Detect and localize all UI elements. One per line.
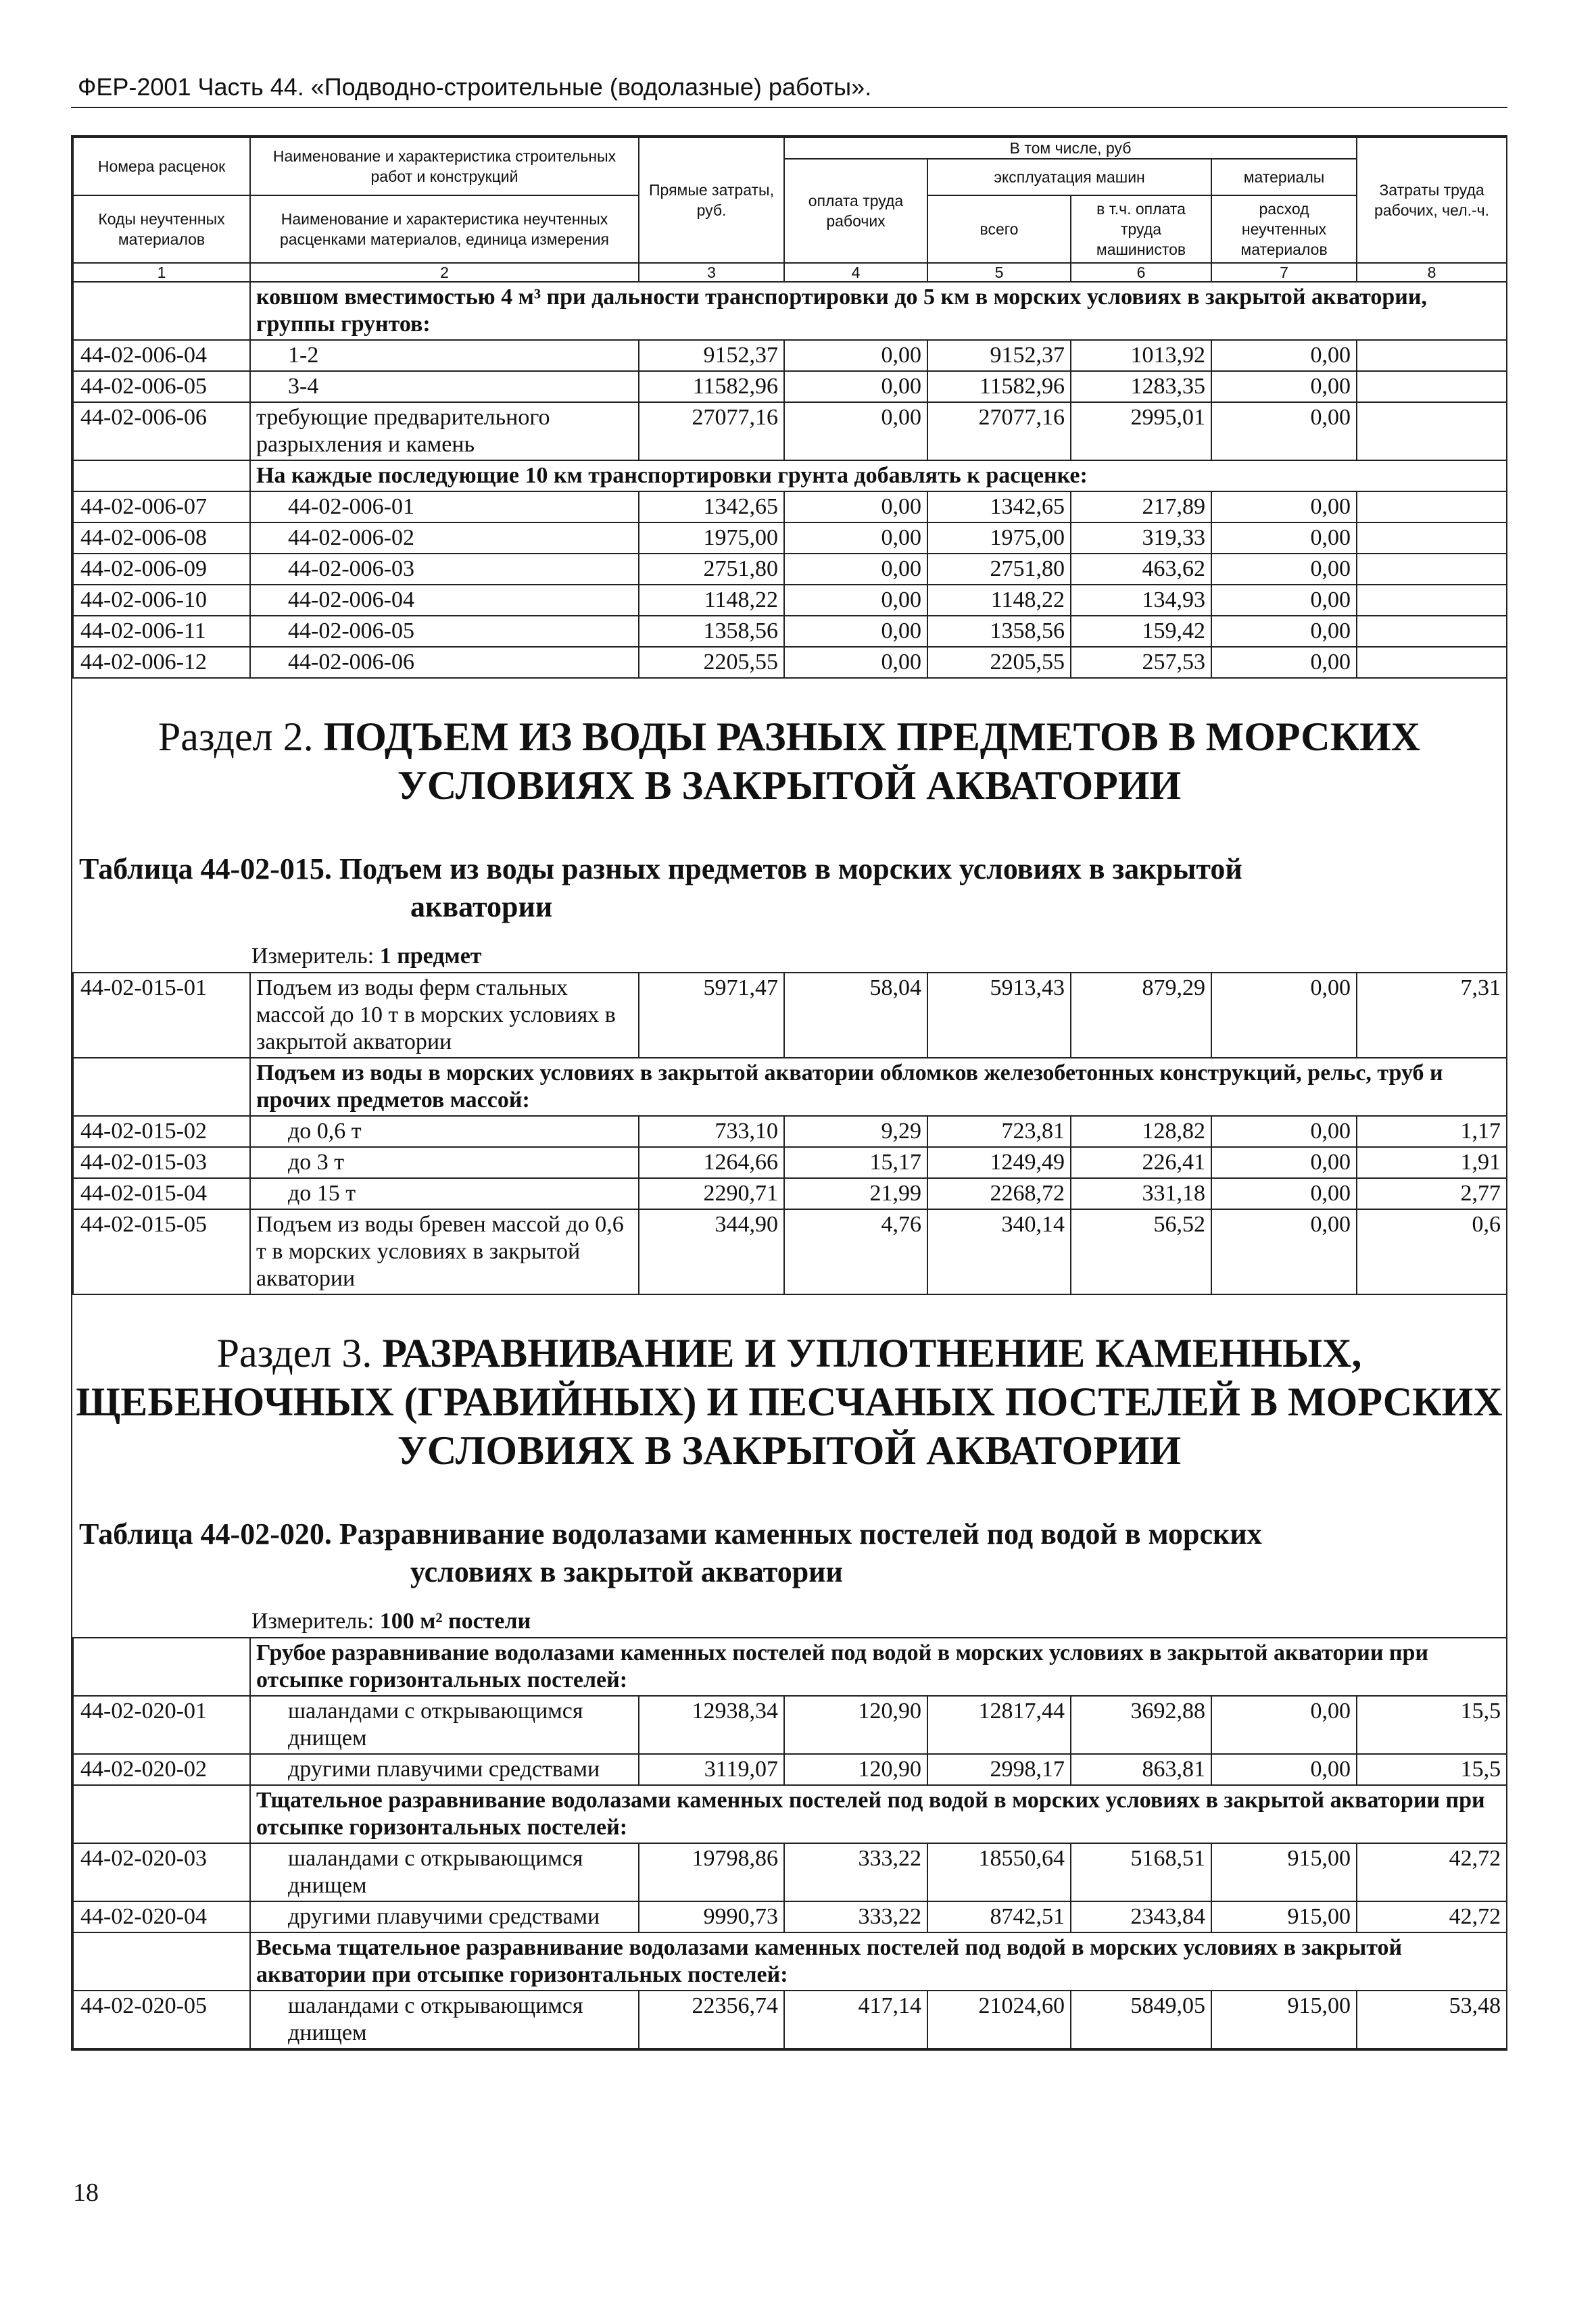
table-row <box>73 1754 1507 1785</box>
table-cell: 44-02-006-04 <box>250 585 639 616</box>
table-cell: 0,00 <box>784 554 927 585</box>
group-heading: Грубое разравнивание водолазами каменных постелей под водой в морских условиях в закрытой акватории при отсыпке горизонтальных постелей: <box>250 1638 1507 1696</box>
machines-header: эксплуатация машин <box>927 159 1211 195</box>
table-cell: 44-02-015-01 <box>73 973 250 1058</box>
table-row <box>73 491 1507 522</box>
table-cell: 11582,96 <box>639 371 784 402</box>
table-cell: 44-02-006-06 <box>73 402 250 460</box>
col7-header: расход неучтенных материалов <box>1211 195 1357 263</box>
page-header: ФЕР-2001 Часть 44. «Подводно-строительные (водолазные) работы». <box>78 73 872 101</box>
table-cell: 1013,92 <box>1071 340 1211 371</box>
table-cell: 0,00 <box>1211 1147 1357 1178</box>
table-cell: 879,29 <box>1071 973 1211 1058</box>
col2-sub-header: Наименование и характеристика неучтенных расценками материалов, единица измерения <box>250 195 639 263</box>
table-cell: 333,22 <box>784 1901 927 1932</box>
col-number: 4 <box>784 263 927 282</box>
table-cell: 217,89 <box>1071 491 1211 522</box>
group-heading: Тщательное разравнивание водолазами каменных постелей под водой в морских условиях в закрытой акватории при отсыпке горизонтальных постелей: <box>250 1785 1507 1843</box>
table-cell: 44-02-006-10 <box>73 585 250 616</box>
table-cell: 331,18 <box>1071 1178 1211 1209</box>
table-cell: 15,17 <box>784 1147 927 1178</box>
table-cell <box>1357 522 1507 554</box>
table-cell <box>1357 371 1507 402</box>
table-cell: 9152,37 <box>927 340 1071 371</box>
table-cell: 2205,55 <box>927 647 1071 678</box>
section2-body <box>73 973 1507 1294</box>
table-cell: 44-02-020-01 <box>73 1696 250 1754</box>
column-numbers <box>73 263 1507 282</box>
table-cell: 44-02-006-08 <box>73 522 250 554</box>
table-cell: Подъем из воды бревен массой до 0,6 т в морских условиях в закрытой акватории <box>250 1209 639 1294</box>
table-cell: 15,5 <box>1357 1696 1507 1754</box>
table-cell: 15,5 <box>1357 1754 1507 1785</box>
table-cell: 0,00 <box>784 616 927 647</box>
table-row <box>73 1696 1507 1754</box>
col8-header: Затраты труда рабочих, чел.-ч. <box>1357 137 1507 263</box>
table-cell: 2268,72 <box>927 1178 1071 1209</box>
group-row <box>73 282 1507 340</box>
table-cell: 53,48 <box>1357 1991 1507 2049</box>
table-cell <box>1357 402 1507 460</box>
col-number: 2 <box>250 263 639 282</box>
table-cell: 863,81 <box>1071 1754 1211 1785</box>
table-cell: 44-02-006-01 <box>250 491 639 522</box>
col3-header: Прямые затраты, руб. <box>639 137 784 263</box>
table-cell: 0,00 <box>1211 402 1357 460</box>
col-number: 1 <box>73 263 250 282</box>
table-cell: 5913,43 <box>927 973 1071 1058</box>
table-cell: 44-02-015-02 <box>73 1116 250 1147</box>
col1-sub-header: Коды неучтенных материалов <box>73 195 250 263</box>
table-cell: 1-2 <box>250 340 639 371</box>
section-title: ПОДЪЕМ ИЗ ВОДЫ РАЗНЫХ ПРЕДМЕТОВ В МОРСКИХ УСЛОВИЯХ В ЗАКРЫТОЙ АКВАТОРИИ <box>323 714 1421 808</box>
table-cell: 5849,05 <box>1071 1991 1211 2049</box>
table-cell: 2205,55 <box>639 647 784 678</box>
table-cell: 1,17 <box>1357 1116 1507 1147</box>
table-row <box>73 554 1507 585</box>
table-cell: 0,00 <box>1211 1209 1357 1294</box>
table-cell: 0,00 <box>1211 1116 1357 1147</box>
col5-header: всего <box>927 195 1071 263</box>
table-cell: другими плавучими средствами <box>250 1901 639 1932</box>
table-cell: 340,14 <box>927 1209 1071 1294</box>
table-cell: 11582,96 <box>927 371 1071 402</box>
table-row <box>73 1991 1507 2049</box>
table-cell: 44-02-015-04 <box>73 1178 250 1209</box>
table-cell: 1358,56 <box>927 616 1071 647</box>
table-title: Таблица 44-02-015. Подъем из воды разных предметов в морских условиях в закрытой акватории <box>79 852 1242 923</box>
table-cell: шаландами с открывающимся днищем <box>250 1696 639 1754</box>
table-cell: 1148,22 <box>927 585 1071 616</box>
col-number: 8 <box>1357 263 1507 282</box>
table-cell: 0,00 <box>1211 491 1357 522</box>
table-row <box>73 1901 1507 1932</box>
table-cell: 44-02-006-09 <box>73 554 250 585</box>
table-cell: 1264,66 <box>639 1147 784 1178</box>
table-cell: 44-02-020-05 <box>73 1991 250 2049</box>
table-cell: 128,82 <box>1071 1116 1211 1147</box>
table-cell: 0,00 <box>784 491 927 522</box>
section3-heading <box>72 1295 1506 1502</box>
table-cell: 44-02-006-05 <box>250 616 639 647</box>
table-cell: 44-02-020-04 <box>73 1901 250 1932</box>
rates-frame <box>71 135 1507 2051</box>
table-cell: 12938,34 <box>639 1696 784 1754</box>
table-row <box>73 1116 1507 1147</box>
table-cell: 0,00 <box>1211 371 1357 402</box>
table-cell: шаландами с открывающимся днищем <box>250 1991 639 2049</box>
col-number: 3 <box>639 263 784 282</box>
table-cell: до 0,6 т <box>250 1116 639 1147</box>
empty-cell <box>73 460 250 491</box>
section-title: РАЗРАВНИВАНИЕ И УПЛОТНЕНИЕ КАМЕННЫХ, ЩЕБЕНОЧНЫХ (ГРАВИЙНЫХ) И ПЕСЧАНЫХ ПОСТЕЛЕЙ В МОРСКИХ УСЛОВИЯХ В ЗАКРЫТОЙ АКВАТОРИИ <box>76 1331 1503 1473</box>
table-cell: 226,41 <box>1071 1147 1211 1178</box>
table-cell: 4,76 <box>784 1209 927 1294</box>
table-cell: 0,00 <box>1211 340 1357 371</box>
table-cell: 1358,56 <box>639 616 784 647</box>
section3-table <box>72 1637 1507 2049</box>
group-heading: На каждые последующие 10 км транспортировки грунта добавлять к расценке: <box>250 460 1507 491</box>
table-cell: 44-02-006-02 <box>250 522 639 554</box>
table-cell: 319,33 <box>1071 522 1211 554</box>
table-cell: 344,90 <box>639 1209 784 1294</box>
table-cell: 2998,17 <box>927 1754 1071 1785</box>
table-row <box>73 1209 1507 1294</box>
table-cell: 2,77 <box>1357 1178 1507 1209</box>
measure-unit: Измеритель: 1 предмет <box>251 944 482 969</box>
table-cell: Подъем из воды ферм стальных массой до 10 т в морских условиях в закрытой акватории <box>250 973 639 1058</box>
table-row <box>73 522 1507 554</box>
section3-body <box>73 1638 1507 2049</box>
col6-header: в т.ч. оплата труда машинистов <box>1071 195 1211 263</box>
materials-header: материалы <box>1211 159 1357 195</box>
table-cell: 0,00 <box>784 340 927 371</box>
table-cell: 257,53 <box>1071 647 1211 678</box>
table-cell: 0,00 <box>1211 616 1357 647</box>
table-cell: 56,52 <box>1071 1209 1211 1294</box>
table-cell: 12817,44 <box>927 1696 1071 1754</box>
table-cell: 8742,51 <box>927 1901 1071 1932</box>
table-cell: 0,00 <box>1211 1178 1357 1209</box>
table-cell: 27077,16 <box>639 402 784 460</box>
table-cell: 9152,37 <box>639 340 784 371</box>
table-cell: 44-02-006-06 <box>250 647 639 678</box>
table-cell: 134,93 <box>1071 585 1211 616</box>
table-cell: 44-02-006-03 <box>250 554 639 585</box>
table-cell: 159,42 <box>1071 616 1211 647</box>
table-cell: 44-02-006-07 <box>73 491 250 522</box>
table-row <box>73 1147 1507 1178</box>
table-cell <box>1357 491 1507 522</box>
table-cell: до 3 т <box>250 1147 639 1178</box>
table-cell: 120,90 <box>784 1754 927 1785</box>
table-row <box>73 1178 1507 1209</box>
table-row <box>73 973 1507 1058</box>
table-cell: требующие предварительного разрыхления и камень <box>250 402 639 460</box>
table-cell: 3119,07 <box>639 1754 784 1785</box>
table-cell: 915,00 <box>1211 1991 1357 2049</box>
table-cell: 44-02-015-03 <box>73 1147 250 1178</box>
table-row <box>73 340 1507 371</box>
table-cell: 0,00 <box>1211 522 1357 554</box>
table-cell: 5168,51 <box>1071 1843 1211 1901</box>
table-cell: 0,00 <box>784 585 927 616</box>
block1-body <box>73 282 1507 678</box>
table-cell: 2290,71 <box>639 1178 784 1209</box>
table-cell: 1249,49 <box>927 1147 1071 1178</box>
table-cell: 1148,22 <box>639 585 784 616</box>
table-cell: 2995,01 <box>1071 402 1211 460</box>
table-cell: 733,10 <box>639 1116 784 1147</box>
table-cell: 19798,86 <box>639 1843 784 1901</box>
table-cell: 9,29 <box>784 1116 927 1147</box>
section2-table <box>72 972 1507 1295</box>
empty-cell <box>73 282 250 340</box>
table-cell: 2751,80 <box>639 554 784 585</box>
table-cell <box>1357 647 1507 678</box>
table-cell: 9990,73 <box>639 1901 784 1932</box>
col-number: 5 <box>927 263 1071 282</box>
table-cell: 915,00 <box>1211 1901 1357 1932</box>
measure-unit: Измеритель: 100 м² постели <box>251 1609 531 1634</box>
group-row <box>73 460 1507 491</box>
table-cell: 915,00 <box>1211 1843 1357 1901</box>
table-cell: 0,00 <box>1211 973 1357 1058</box>
table-cell: 723,81 <box>927 1116 1071 1147</box>
table-cell: 44-02-015-05 <box>73 1209 250 1294</box>
table-cell: 0,00 <box>784 647 927 678</box>
table-cell: 58,04 <box>784 973 927 1058</box>
table-cell: 0,00 <box>1211 1696 1357 1754</box>
table-cell: 5971,47 <box>639 973 784 1058</box>
table-cell: 0,00 <box>1211 585 1357 616</box>
table-cell: 0,00 <box>784 371 927 402</box>
empty-cell <box>73 1932 250 1991</box>
table-cell: 44-02-020-03 <box>73 1843 250 1901</box>
col4-header: оплата труда рабочих <box>784 159 927 263</box>
table-cell: до 15 т <box>250 1178 639 1209</box>
table-cell: 0,00 <box>1211 647 1357 678</box>
empty-cell <box>73 1638 250 1696</box>
table-cell: 463,62 <box>1071 554 1211 585</box>
section-number: Раздел 2. <box>158 714 314 759</box>
table-row <box>73 402 1507 460</box>
table-cell <box>1357 616 1507 647</box>
table-cell <box>1357 554 1507 585</box>
table-cell <box>1357 585 1507 616</box>
table-cell: 21,99 <box>784 1178 927 1209</box>
table-cell: 0,00 <box>784 522 927 554</box>
table-cell: 18550,64 <box>927 1843 1071 1901</box>
table-cell: 2751,80 <box>927 554 1071 585</box>
table-cell: 42,72 <box>1357 1901 1507 1932</box>
group-row <box>73 1932 1507 1991</box>
col2-header: Наименование и характеристика строительных работ и конструкций <box>250 137 639 195</box>
group-heading: ковшом вместимостью 4 м³ при дальности транспортировки до 5 км в морских условиях в закрытой акватории, группы грунтов: <box>250 282 1507 340</box>
table-cell: 120,90 <box>784 1696 927 1754</box>
col1-header: Номера расценок <box>73 137 250 195</box>
table-cell: 0,6 <box>1357 1209 1507 1294</box>
table-row <box>73 1843 1507 1901</box>
table-row <box>73 616 1507 647</box>
table-cell: 7,31 <box>1357 973 1507 1058</box>
table-cell: другими плавучими средствами <box>250 1754 639 1785</box>
table-cell <box>1357 340 1507 371</box>
table-cell: 1342,65 <box>927 491 1071 522</box>
table-cell: 44-02-006-05 <box>73 371 250 402</box>
table-cell: 44-02-020-02 <box>73 1754 250 1785</box>
page-number: 18 <box>73 2178 99 2207</box>
table-cell: 44-02-006-11 <box>73 616 250 647</box>
table-cell: 0,00 <box>784 402 927 460</box>
col-number: 7 <box>1211 263 1357 282</box>
table-cell: 3-4 <box>250 371 639 402</box>
section-number: Раздел 3. <box>216 1331 372 1375</box>
table-cell: 44-02-006-12 <box>73 647 250 678</box>
table-cell: 417,14 <box>784 1991 927 2049</box>
table-cell: шаландами с открывающимся днищем <box>250 1843 639 1901</box>
group-row <box>73 1058 1507 1116</box>
group-row <box>73 1638 1507 1696</box>
table-cell: 27077,16 <box>927 402 1071 460</box>
table-cell: 0,00 <box>1211 554 1357 585</box>
table-title: Таблица 44-02-020. Разравнивание водолазами каменных постелей под водой в морских условиях в закрытой акватории <box>79 1517 1262 1588</box>
incl-header: В том числе, руб <box>784 137 1357 159</box>
table-cell: 44-02-006-04 <box>73 340 250 371</box>
table-cell: 333,22 <box>784 1843 927 1901</box>
group-heading: Подъем из воды в морских условиях в закрытой акватории обломков железобетонных конструкций, рельс, труб и прочих предметов массой: <box>250 1058 1507 1116</box>
table-cell: 1975,00 <box>639 522 784 554</box>
table-cell: 1283,35 <box>1071 371 1211 402</box>
table-cell: 1342,65 <box>639 491 784 522</box>
group-row <box>73 1785 1507 1843</box>
table-cell: 22356,74 <box>639 1991 784 2049</box>
section2-heading <box>72 679 1506 837</box>
empty-cell <box>73 1058 250 1116</box>
col-number: 6 <box>1071 263 1211 282</box>
table-cell: 0,00 <box>1211 1754 1357 1785</box>
header-rule <box>71 107 1507 108</box>
rates-table <box>72 137 1507 679</box>
table-cell: 1,91 <box>1357 1147 1507 1178</box>
table-cell: 2343,84 <box>1071 1901 1211 1932</box>
group-heading: Весьма тщательное разравнивание водолазами каменных постелей под водой в морских условиях в закрытой акватории при отсыпке горизонтальных постелей: <box>250 1932 1507 1991</box>
table-row <box>73 647 1507 678</box>
table-cell: 21024,60 <box>927 1991 1071 2049</box>
table-row <box>73 371 1507 402</box>
empty-cell <box>73 1785 250 1843</box>
table-row <box>73 585 1507 616</box>
table-cell: 3692,88 <box>1071 1696 1211 1754</box>
table-cell: 1975,00 <box>927 522 1071 554</box>
table-cell: 42,72 <box>1357 1843 1507 1901</box>
